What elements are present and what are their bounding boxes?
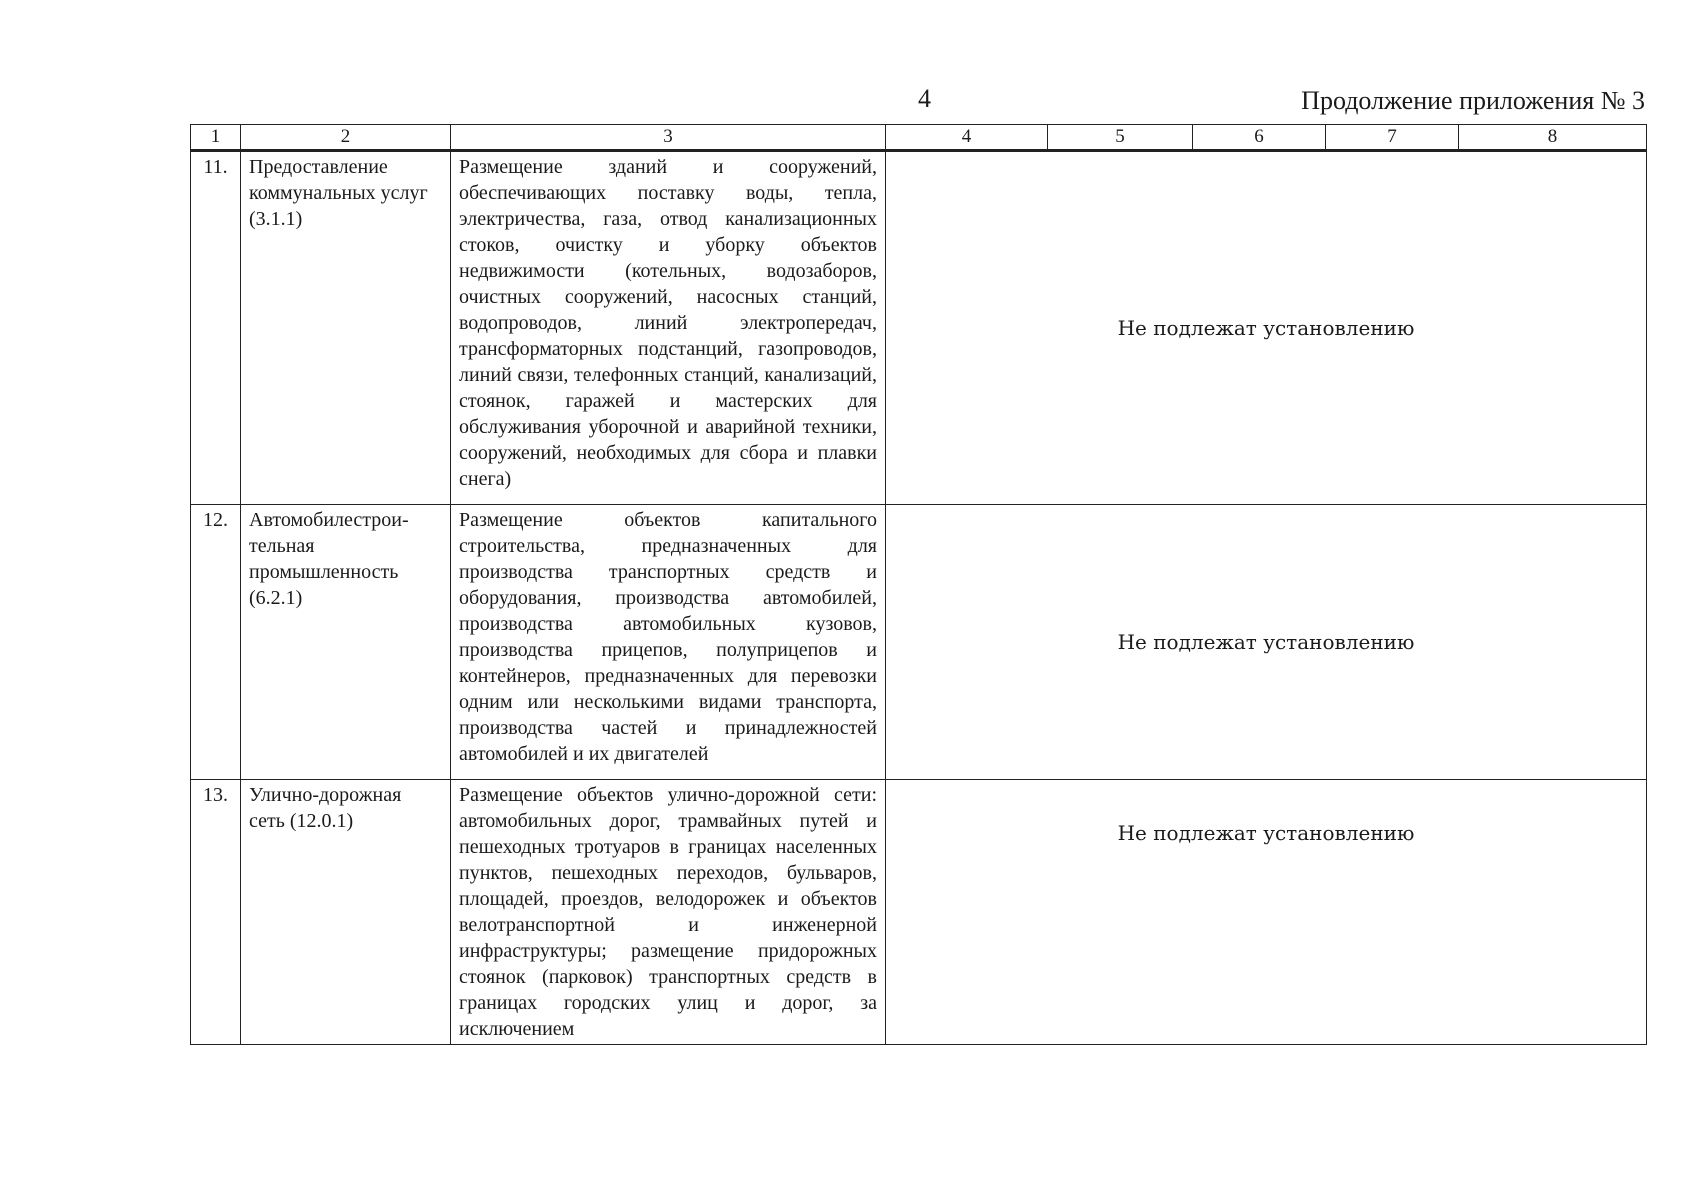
column-number: 6: [1193, 125, 1326, 151]
merged-parameters-cell: Не подлежат установлению: [886, 151, 1647, 505]
table-row: [191, 780, 1647, 1045]
column-number-row: [191, 125, 1647, 151]
land-use-name: Предоставление коммунальных услуг (3.1.1): [241, 151, 451, 505]
row-number: 12.: [191, 505, 241, 780]
row-number: 11.: [191, 151, 241, 505]
page-number: 4: [918, 84, 931, 113]
land-use-description: Размещение зданий и сооружений, обеспечивающих поставку воды, тепла, электричества, газа, отвод канализационных стоков, очистку и уборку объектов недвижимости (котельных, водозаборов, очистных сооружений, насосных станций, водопроводов, линий электропередач, трансформаторных подстанций, газопроводов, линий связи, телефонных станций, канализаций, стоянок, гаражей и мастерских для обслуживания уборочной и аварийной техники, сооружений, необходимых для сбора и плавки снега): [451, 151, 886, 505]
column-number: 2: [241, 125, 451, 151]
column-number: 1: [191, 125, 241, 151]
row-number: 13.: [191, 780, 241, 1045]
column-number: 5: [1048, 125, 1193, 151]
column-number: 7: [1326, 125, 1459, 151]
land-use-table: [190, 124, 1647, 1045]
column-number: 3: [451, 125, 886, 151]
merged-parameters-cell: Не подлежат установлению: [886, 505, 1647, 780]
land-use-description: Размещение объектов капитального строительства, предназначенных для производства транспортных средств и оборудования, производства автомобилей, производства автомобильных кузовов, производства прицепов, полуприцепов и контейнеров, предназначенных для перевозки одним или несколькими видами транспорта, производства частей и принадлежностей автомобилей и их двигателей: [451, 505, 886, 780]
merged-parameters-cell: Не подлежат установлению: [886, 780, 1647, 1045]
column-number: 8: [1459, 125, 1647, 151]
table-row: [191, 151, 1647, 505]
land-use-name: Автомобилестрои-тельная промышленность (6.2.1): [241, 505, 451, 780]
table-row: [191, 505, 1647, 780]
land-use-description: Размещение объектов улично-дорожной сети: автомобильных дорог, трамвайных путей и пешеходных тротуаров в границах населенных пунктов, пешеходных переходов, бульваров, площадей, проездов, велодорожек и объектов велотранспортной и инженерной инфраструктуры; размещение придорожных стоянок (парковок) транспортных средств в границах городских улиц и дорог, за исключением: [451, 780, 886, 1045]
continuation-title: Продолжение приложения № 3: [1301, 86, 1645, 115]
land-use-name: Улично-дорожная сеть (12.0.1): [241, 780, 451, 1045]
column-number: 4: [886, 125, 1048, 151]
